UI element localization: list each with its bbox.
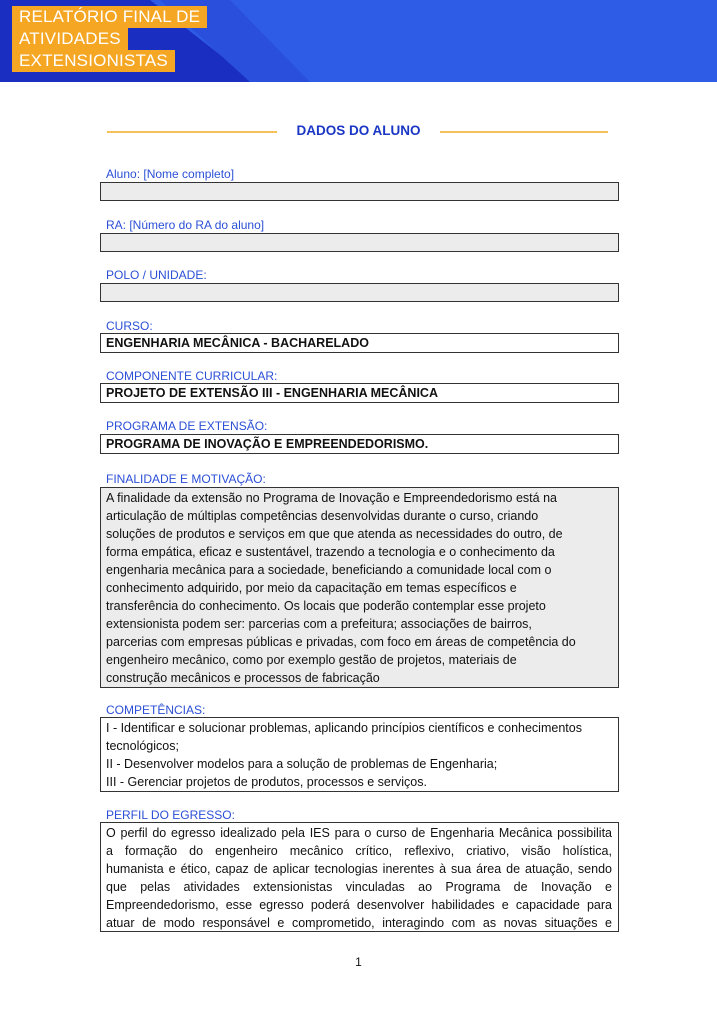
finalidade-line: parcerias com empresas públicas e privadas, com foco em áreas de competência do (106, 635, 576, 649)
finalidade-line: engenheiro mecânico, como por exemplo gestão de projetos, materiais de (106, 653, 517, 667)
finalidade-line: engenharia mecânica para a sociedade, beneficiando a comunidade local com o (106, 563, 552, 577)
polo-field[interactable] (100, 283, 619, 302)
finalidade-line: A finalidade da extensão no Programa de Inovação e Empreendedorismo está na (106, 491, 557, 505)
heading-rule-left (107, 131, 277, 133)
report-title-line: ATIVIDADES (12, 28, 128, 50)
polo-label: POLO / UNIDADE: (106, 268, 207, 282)
competencia-line: II - Desenvolver modelos para a solução de problemas de Engenharia; (106, 757, 498, 771)
finalidade-line: conhecimento adquirido, por meio da capacitação em temas específicos e (106, 581, 517, 595)
perfil-line: que pelas atividades extensionistas vinculadas ao Programa de Inovação e (106, 880, 612, 894)
competencias-field[interactable] (100, 717, 619, 792)
curso-field[interactable]: ENGENHARIA MECÂNICA - BACHARELADO (100, 333, 619, 353)
programa-field[interactable]: PROGRAMA DE INOVAÇÃO E EMPREENDEDORISMO. (100, 434, 619, 454)
competencia-line: tecnológicos; (106, 739, 179, 753)
finalidade-line: forma empática, eficaz e sustentável, trazendo a tecnologia e o conhecimento da (106, 545, 555, 559)
report-title-line: EXTENSIONISTAS (12, 50, 175, 72)
perfil-label: PERFIL DO EGRESSO: (106, 808, 235, 822)
perfil-line: a formação do engenheiro mecânico crítico, reflexivo, criativo, visão holística, (106, 844, 612, 858)
perfil-line: humanista e ético, capaz de aplicar tecnologias inerentes à sua área de atuação, sendo (106, 862, 612, 876)
aluno-field[interactable] (100, 182, 619, 201)
section-heading (0, 120, 717, 142)
ra-field[interactable] (100, 233, 619, 252)
finalidade-line: transferência do conhecimento. Os locais que poderão contemplar esse projeto (106, 599, 546, 613)
perfil-line: Empreendedorismo, esse egresso poderá desenvolver habilidades e capacidade para (106, 898, 612, 912)
section-heading-text: DADOS DO ALUNO (296, 123, 421, 138)
componente-label: COMPONENTE CURRICULAR: (106, 369, 278, 383)
perfil-line: O perfil do egresso idealizado pela IES para o curso de Engenharia Mecânica possibilita (106, 826, 612, 840)
competencias-label: COMPETÊNCIAS: (106, 703, 206, 717)
aluno-label: Aluno: [Nome completo] (106, 167, 235, 181)
perfil-field[interactable] (100, 822, 619, 932)
finalidade-line: soluções de produtos e serviços em que que atenda as necessidades do outro, de (106, 527, 563, 541)
ra-label: RA: [Número do RA do aluno] (106, 218, 265, 232)
perfil-line: atuar de modo responsável e comprometido, interagindo com as novas situações e (106, 916, 612, 930)
report-title (12, 6, 207, 72)
finalidade-line: construção mecânicos e processos de fabricação (106, 671, 380, 685)
curso-label: CURSO: (106, 319, 153, 333)
page-number: 1 (355, 955, 362, 969)
heading-rule-right (440, 131, 608, 133)
componente-field[interactable]: PROJETO DE EXTENSÃO III - ENGENHARIA MECÂNICA (100, 383, 619, 403)
finalidade-field[interactable] (100, 487, 619, 688)
competencia-line: I - Identificar e solucionar problemas, aplicando princípios científicos e conhecimentos (106, 721, 582, 735)
finalidade-label: FINALIDADE E MOTIVAÇÃO: (106, 472, 266, 486)
finalidade-line: extensionista podem ser: parcerias com a prefeitura; associações de bairros, (106, 617, 532, 631)
programa-label: PROGRAMA DE EXTENSÃO: (106, 419, 268, 433)
finalidade-line: articulação de múltiplas competências desenvolvidas durante o curso, criando (106, 509, 539, 523)
competencia-line: III - Gerenciar projetos de produtos, processos e serviços. (106, 775, 427, 789)
report-title-line: RELATÓRIO FINAL DE (12, 6, 207, 28)
header-banner (0, 0, 717, 82)
